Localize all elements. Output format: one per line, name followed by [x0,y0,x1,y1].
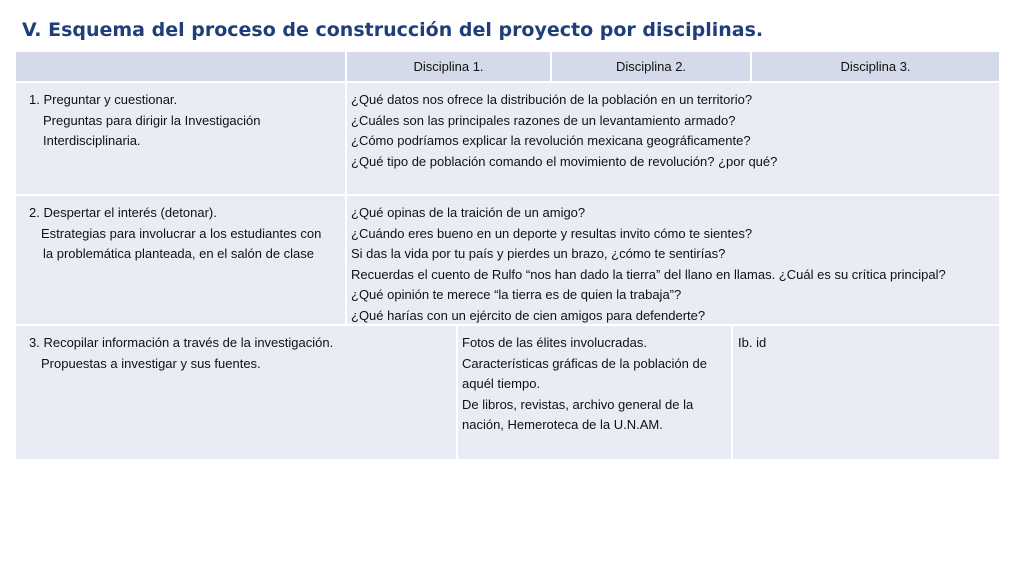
row3-ibid-text: Ib. id [738,335,767,350]
row2-step-title: 2. Despertar el interés (detonar). [29,205,217,220]
row2-question: ¿Cuándo eres bueno en un deporte y resultas invito cómo te sientes? [351,225,753,241]
row1-step-line: Preguntas para dirigir la Investigación [43,112,261,128]
row3-source-line: aquél tiempo. [462,376,541,391]
row1-step-line: Interdisciplinaria. [43,133,141,148]
row2-step-line: Estrategias para involucrar a los estudiantes con [41,225,322,241]
row3-discipline-3-cell [732,325,1000,460]
row2-question: ¿Qué opinas de la traición de un amigo? [351,205,586,220]
row2-questions-cell [346,195,1000,325]
row3-step-line: Propuestas a investigar y sus fuentes. [41,355,261,371]
row2-step-cell [15,195,346,325]
row3-step-title: 3. Recopilar información a través de la investigación. [29,335,334,350]
row3-source-line: De libros, revistas, archivo general de la [462,396,694,412]
row1-step-cell [15,82,346,195]
row3-step-cell [15,325,457,460]
row2-question: ¿Qué opinión te merece “la tierra es de quien la trabaja”? [351,287,682,302]
row1-question: ¿Qué tipo de población comando el movimiento de revolución? ¿por qué? [351,153,778,169]
row3-source-line: Características gráficas de la población de [462,355,707,371]
row2-question: Si das la vida por tu país y pierdes un brazo, ¿cómo te sentirías? [351,246,726,261]
header-discipline-1-label: Disciplina 1. [413,59,484,74]
row2-question: ¿Qué harías con un ejército de cien amigos para defenderte? [351,307,706,323]
row1-question: ¿Cómo podríamos explicar la revolución mexicana geográficamente? [351,133,751,148]
row1-questions-cell [346,82,1000,195]
header-discipline-3 [751,51,1000,82]
header-discipline-2 [551,51,751,82]
slide-title: V. Esquema del proceso de construcción del proyecto por disciplinas. [22,19,764,41]
header-discipline-2-label: Disciplina 2. [615,59,687,74]
row3-source-line: Fotos de las élites involucradas. [462,335,647,350]
row1-question: ¿Cuáles son las principales razones de un levantamiento armado? [351,112,736,128]
header-discipline-1 [346,51,551,82]
row3-sources-cell [457,325,732,460]
row1-question: ¿Qué datos nos ofrece la distribución de la población en un territorio? [351,92,753,107]
row3-source-line: nación, Hemeroteca de la U.N.AM. [462,417,663,432]
row2-question: Recuerdas el cuento de Rulfo “nos han dado la tierra” del llano en llamas. ¿Cuál es su crítica principal? [351,266,946,282]
header-corner-cell [15,51,346,82]
row1-step-title: 1. Preguntar y cuestionar. [29,92,178,107]
header-discipline-3-label: Disciplina 3. [840,59,911,74]
row2-step-line: la problemática planteada, en el salón de clase [43,246,315,261]
